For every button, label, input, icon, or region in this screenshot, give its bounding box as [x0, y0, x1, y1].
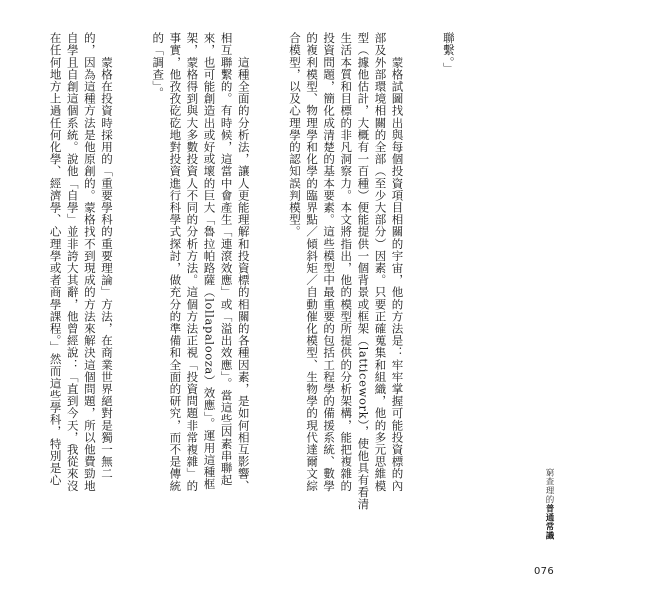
running-head	[543, 468, 555, 540]
paragraph: 蒙格在投資時採用的「重要學科的重要理論」方法，在商業世界絕對是獨一無二 的，因為這種方法是他原創的。蒙格找不到現成的方法來解決這個問題，所以他費勁地 自學且自創這個系統。說他「自學」並非誇大其辭，他曾經說：「直到今天，我從來沒 在任何地方上過任何化學、經濟學、心理學或者商學課程。」然而這些學科，特別是心	[48, 32, 114, 492]
paragraph: 聯繫。」	[441, 32, 456, 75]
paragraph: 這種全面的分析法，讓人更能理解和投資標的相關的各種因素，是如何相互影響、 相互聯繫的。有時候，這當中會產生「連滾效應」或「溢出效應」。當這些因素串聯起 來，也可能創造出或好或壞的巨大「魯拉帕路薩（lollapalooza）效應」。運用這種框 架，蒙格得到與大多數投資人不同的分析方法。這個方法正視「投資問題非常複雜」的 事實，他孜孜矻矻地對投資進行科學式探討，做充分的準備和全面的研究，而不是傳統 的「調查」。	[151, 32, 251, 492]
paragraph: 蒙格試圖找出與每個投資項目相關的宇宙，他的方法是：牢牢掌握可能投資標的內 部及外部環境相關的全部（至少大部分）因素。只要正確蒐集和組織，他的多元思維模 型（據他估計，大概有一百種）便能提供一個背景或框架（latticework），使他具有看清 生活本質和目標的非凡洞察力。本文將指出，他的模型所提供的分析架構，能把複雜的 投資問題，簡化成清楚的基本要素。這些模型中最重要的包括工程學的備援系統、數學 的複利模型、物理學和化學的臨界點／傾斜矩／自動催化模型、生物學的現代達爾文綜 合模型，以及心理學的認知誤判模型。	[287, 32, 405, 511]
page-number: 076	[534, 566, 554, 577]
vertical-body-text	[12, 32, 491, 592]
running-head-prefix: 窮查理的	[544, 468, 554, 504]
running-head-title: 普通常識	[544, 504, 554, 540]
